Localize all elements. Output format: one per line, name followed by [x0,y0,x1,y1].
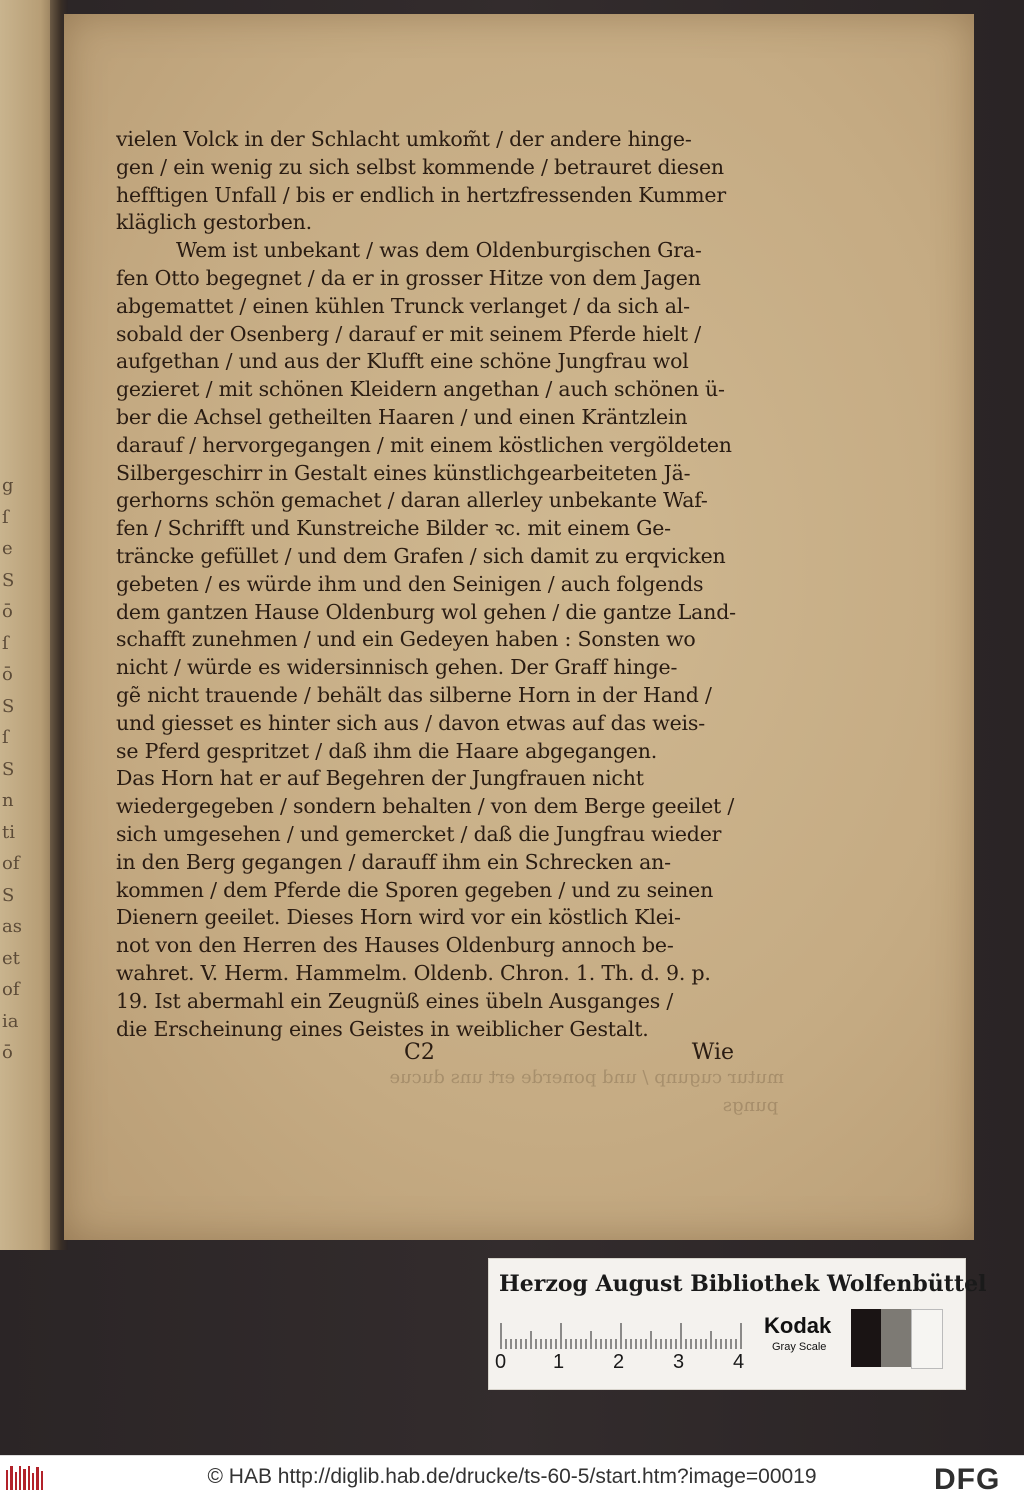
text-line: in den Berg gegangen / darauff ihm ein Schrecken an- [116,849,671,874]
swatch-black [851,1309,881,1367]
copyright-url: © HAB http://diglib.hab.de/drucke/ts-60-5/start.htm?image=00019 [207,1465,817,1488]
text-line: gebeten / es würde ihm und den Seinigen / auch folgends [116,571,704,596]
page-footer-row [404,1040,734,1072]
text-line: Wem ist unbekant / was dem Oldenburgischen Gra- [176,238,702,263]
text-line: wahret. V. Herm. Hammelm. Oldenb. Chron. 1. Th. d. 9. p. [116,960,711,985]
library-color-label [488,1258,987,1390]
ruler-number: 3 [673,1351,685,1373]
text-line: sobald der Osenberg / darauf er mit seinem Pferde hielt / [116,321,701,346]
text-line: se Pferd gespritzet / daß ihm die Haare abgegangen. [116,738,658,763]
dfg-logo [932,1461,1016,1493]
ruler-ticks [499,1321,749,1349]
ruler-number: 0 [495,1351,507,1373]
text-line: nicht / würde es widersinnisch gehen. Der Graff hinge- [116,655,678,680]
swatch-white [911,1309,943,1369]
text-line: hefftigen Unfall / bis er endlich in hertzfressenden Kummer [116,182,726,207]
viewer-footer [0,1455,1024,1499]
kodak-brand: Kodak [764,1313,832,1338]
text-line: wiedergegeben / sondern behalten / von dem Berge geeilet / [116,794,735,819]
facing-page-glyphs: g ſ e S ō ſ ō S ſ S n ti of S as et of ia ō [2,475,22,1063]
gray-scale-swatches [851,1309,943,1367]
catchword: Wie [691,1040,734,1065]
text-line: kläglich gestorben. [116,210,312,235]
signature-mark: C2 [404,1040,435,1065]
show-through-text: mutur cugunp / und ponerde ert uns ducue pungs [389,1067,784,1116]
text-line: träncke gefüllet / und dem Grafen / sich damit zu erqvicken [116,543,726,568]
ruler-number: 1 [553,1351,565,1373]
text-line: 19. Ist abermahl ein Zeugnüß eines übeln Ausganges / [116,988,674,1013]
ruler-number: 2 [613,1351,625,1373]
text-line: dem gantzen Hause Oldenburg wol gehen / die gantze Land- [116,599,736,624]
gray-scale-caption: Gray Scale [772,1341,827,1353]
ruler-number: 4 [733,1351,745,1373]
text-line: gẽ nicht trauende / behält das silberne Horn in der Hand / [116,682,712,707]
text-line: fen / Schrifft und Kunstreiche Bilder ꝛc. mit einem Ge- [116,516,671,541]
text-line: Silbergeschirr in Gestalt eines künstlichgearbeiteten Jä- [116,460,691,485]
text-line: vielen Volck in der Schlacht umkom̃t / der andere hinge- [116,127,692,151]
text-line: gerhorns schön gemachet / daran allerley unbekante Waf- [116,488,708,513]
svg-text:DFG: DFG [934,1463,1001,1493]
text-line: Das Horn hat er auf Begehren der Jungfrauen nicht [116,766,644,791]
swatch-gray [881,1309,911,1367]
text-line: Dienern geeilet. Dieses Horn wird vor ein köstlich Klei- [116,905,681,930]
text-line: not von den Herren des Hauses Oldenburg annoch be- [116,933,674,958]
page-text-block [116,126,806,1043]
text-line: gen / ein wenig zu sich selbst kommende / betrauret diesen [116,154,724,179]
text-line: aufgethan / und aus der Klufft eine schöne Jungfrau wol [116,349,689,374]
text-line: sich umgesehen / und gemercket / daß die Jungfrau wieder [116,821,722,846]
text-line: schafft zunehmen / und ein Gedeyen haben : Sonsten wo [116,627,696,652]
text-line: gezieret / mit schönen Kleidern angethan / auch schönen ü- [116,377,725,402]
text-line: darauf / hervorgegangen / mit einem köstlichen vergöldeten [116,432,732,457]
text-line: kommen / dem Pferde die Sporen gegeben / und zu seinen [116,877,714,902]
text-line: ber die Achsel getheilten Haaren / und einen Kräntzlein [116,404,688,429]
text-line: die Erscheinung eines Geistes in weiblicher Gestalt. [116,1016,649,1041]
text-line: und giesset es hinter sich aus / davon etwas auf das weis- [116,710,705,735]
library-name: Herzog August Bibliothek Wolfenbüttel [499,1271,987,1297]
text-line: abgemattet / einen kühlen Trunck verlanget / da sich al- [116,293,690,318]
ruler-numbers [495,1351,755,1377]
text-line: fen Otto begegnet / da er in grosser Hitze von dem Jagen [116,265,701,290]
